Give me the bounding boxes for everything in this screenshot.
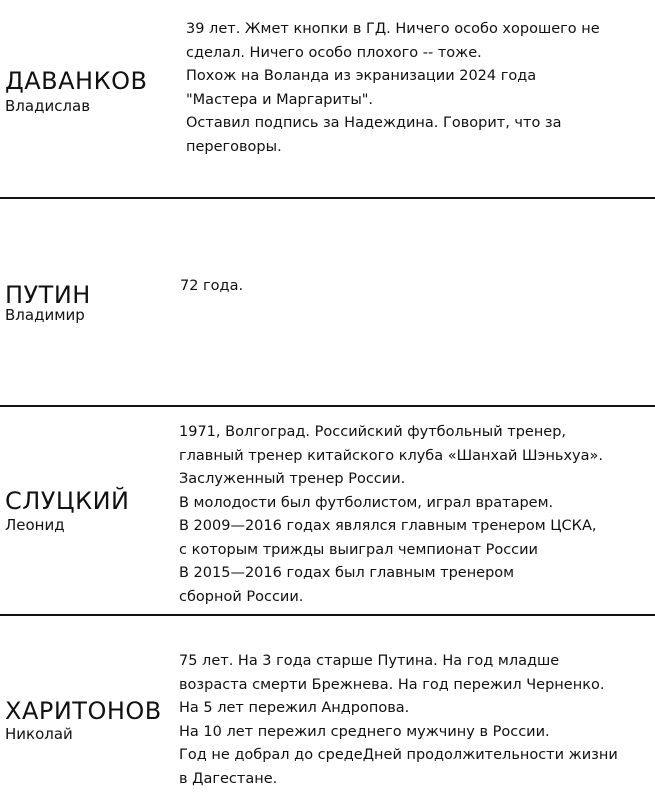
bio-line: 75 лет. На 3 года старше Путина. На год младше <box>179 653 560 669</box>
candidate-bio-davankov <box>186 18 655 159</box>
candidate-firstname-putin: Владимир <box>5 306 85 324</box>
section-divider <box>0 197 655 199</box>
bio-line: "Мастера и Маргариты". <box>186 91 374 108</box>
bio-line: Оставил подпись за Надеждина. Говорит, что за <box>186 115 562 131</box>
candidate-bio-putin <box>180 275 655 299</box>
bio-line: переговоры. <box>186 138 282 155</box>
bio-line: Год не добрал до средеДней продолжительности жизни <box>179 747 618 763</box>
candidate-firstname-kharitonov: Николай <box>5 725 73 743</box>
candidate-surname-kharitonov: ХАРИТОНОВ <box>5 697 162 725</box>
section-divider <box>0 614 655 616</box>
candidate-firstname-davankov: Владислав <box>5 97 91 115</box>
bio-line: сделал. Ничего особо плохого -- тоже. <box>186 44 482 61</box>
bio-line: 72 года. <box>180 278 244 294</box>
section-divider <box>0 405 655 407</box>
bio-line: 1971, Волгоград. Российский футбольный тренер, <box>179 424 567 440</box>
candidate-surname-putin: ПУТИН <box>5 281 91 309</box>
bio-line: Похож на Воланда из экранизации 2024 года <box>186 68 537 84</box>
candidate-bio-kharitonov <box>179 650 655 791</box>
bio-line: в Дагестане. <box>179 770 278 787</box>
bio-line: В 2009—2016 годах являлся главным тренером ЦСКА, <box>179 518 597 534</box>
bio-line: главный тренер китайского клуба «Шанхай Шэньхуа». <box>179 447 604 464</box>
candidate-surname-slutsky: СЛУЦКИЙ <box>5 487 130 515</box>
candidate-firstname-slutsky: Леонид <box>5 516 65 534</box>
bio-line: Заслуженный тренер России. <box>179 471 406 487</box>
bio-line: 39 лет. Жмет кнопки в ГД. Ничего особо хорошего не <box>186 21 600 37</box>
bio-line: В 2015—2016 годах был главным тренером <box>179 565 515 581</box>
bio-line: На 5 лет пережил Андропова. <box>179 700 410 716</box>
bio-line: с которым трижды выиграл чемпионат России <box>179 541 538 558</box>
bio-line: На 10 лет пережил среднего мужчину в России. <box>179 723 550 740</box>
bio-line: В молодости был футболистом, играл вратарем. <box>179 494 554 511</box>
candidate-surname-davankov: ДАВАНКОВ <box>5 67 148 95</box>
candidate-bio-slutsky <box>179 421 655 609</box>
bio-line: сборной России. <box>179 588 304 605</box>
bio-line: возраста смерти Брежнева. На год пережил Черненко. <box>179 676 605 693</box>
